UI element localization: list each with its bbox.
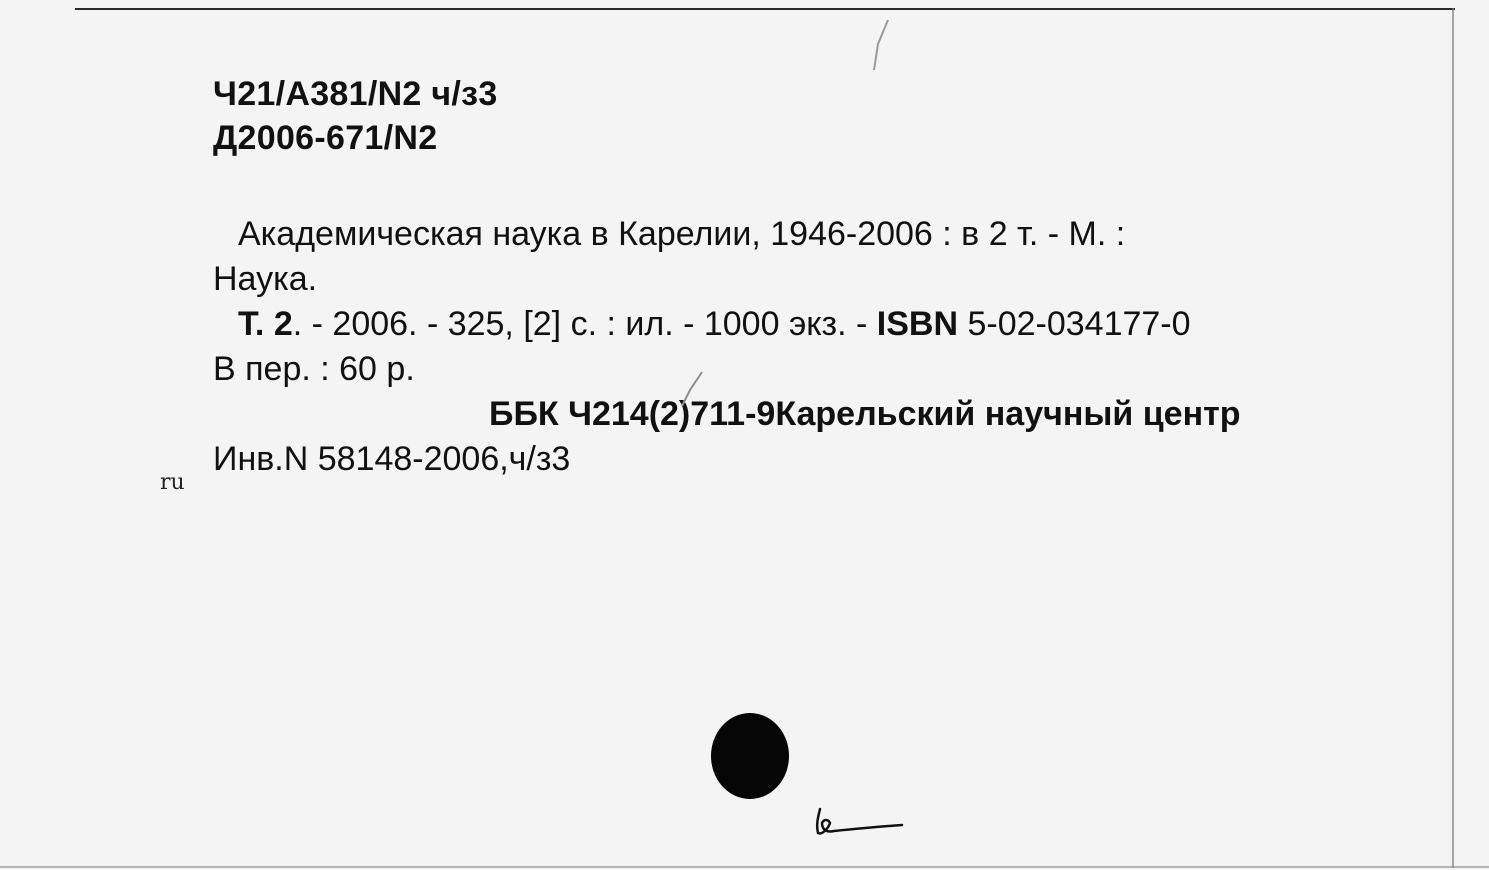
card-top-edge [75,8,1455,10]
shelfmark [213,72,498,160]
shelfmark-line-2: Д2006-671/N2 [213,119,438,157]
punch-hole [711,713,789,799]
shelfmark-line-1: Ч21/А381/N2 ч/з3 [213,75,498,113]
volume-details: . - 2006. - 325, [2] с. : ил. - 1000 экз. - [292,305,877,343]
price-line: В пер. : 60 р. [213,350,415,388]
isbn-label: ISBN [876,305,959,343]
card-right-edge [1452,8,1454,868]
pencil-mark-top [860,18,900,74]
publisher-line: Наука. [213,260,318,298]
handwritten-mark: ru [160,470,185,495]
bibliographic-entry [213,212,1433,482]
isbn-value: 5-02-034177-0 [958,305,1191,343]
bbk-line: ББК Ч214(2)711-9Карельский научный центр [489,395,1241,433]
title-line: Академическая наука в Карелии, 1946-2006 : в 2 т. - М. : [238,215,1126,253]
card-bottom-edge [0,866,1489,868]
volume-line [213,302,1433,347]
inventory-line: Инв.N 58148-2006,ч/з3 [213,440,571,478]
volume-label: Т. 2 [238,305,293,343]
signature-mark-icon [812,805,908,841]
